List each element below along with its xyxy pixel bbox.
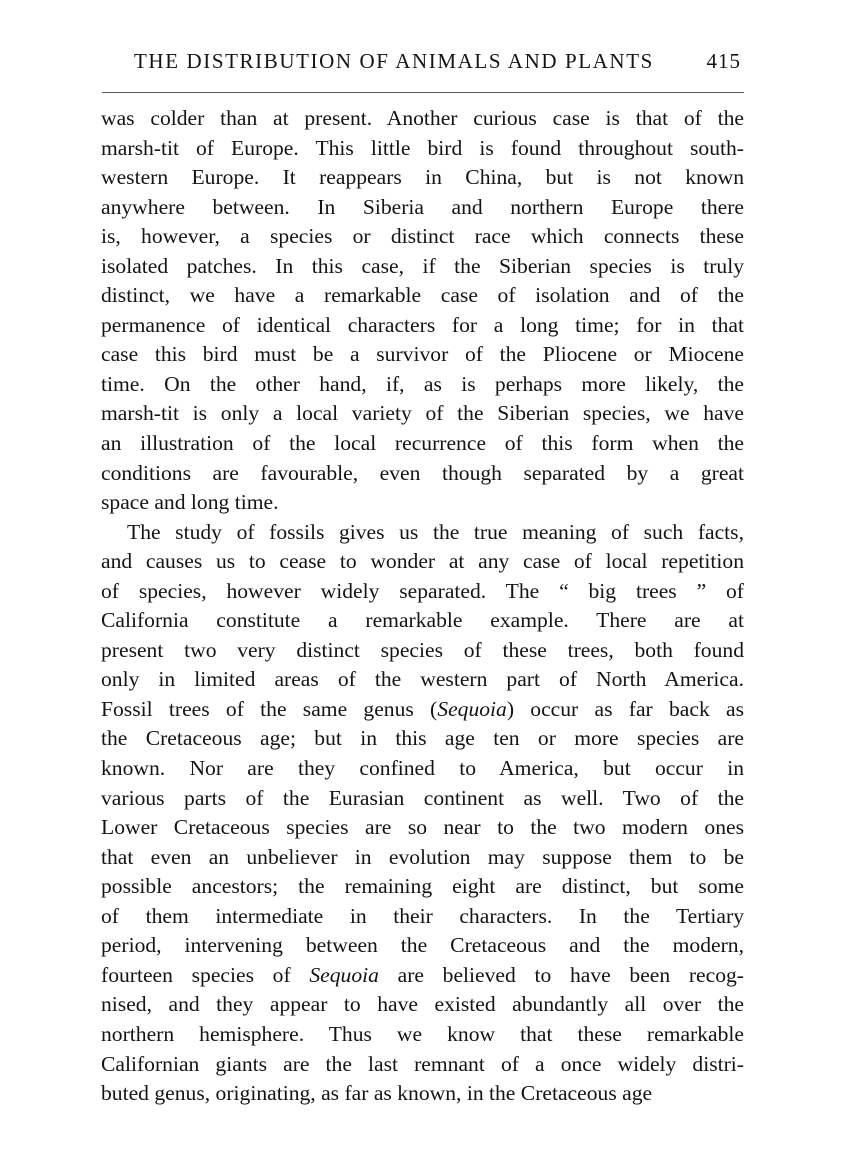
text-line: fourteen species of Sequoia are believed to have been recog- xyxy=(101,962,744,987)
text-line: only in limited areas of the western part of North America. xyxy=(101,667,744,692)
text-line: known. Nor are they confined to America, but occur in xyxy=(101,756,744,781)
header-rule xyxy=(102,92,744,93)
genus-name: Sequoia xyxy=(437,696,507,721)
text-line: northern hemisphere. Thus we know that these remarkable xyxy=(101,1021,744,1046)
text-line: California constitute a remarkable example. There are at xyxy=(101,608,744,633)
text-line: Californian giants are the last remnant of a once widely distri- xyxy=(101,1051,744,1076)
text-line: and causes us to cease to wonder at any case of local repetition xyxy=(101,549,744,574)
text-line: buted genus, originating, as far as known, in the Cretaceous age xyxy=(101,1081,653,1106)
text-line: isolated patches. In this case, if the Siberian species is truly xyxy=(101,253,744,278)
page-number: 415 xyxy=(706,49,741,73)
running-head xyxy=(100,46,745,80)
text-line: was colder than at present. Another curious case is that of the xyxy=(101,106,744,130)
running-title: THE DISTRIBUTION OF ANIMALS AND PLANTS xyxy=(134,49,654,73)
body-text xyxy=(101,104,744,1109)
text-line: western Europe. It reappears in China, but is not known xyxy=(101,165,744,190)
text-line: is, however, a species or distinct race which connects these xyxy=(101,224,744,249)
text-line: conditions are favourable, even though separated by a great xyxy=(101,460,744,485)
text-line: of species, however widely separated. The “ big trees ” of xyxy=(101,578,744,603)
text-line: of them intermediate in their characters. In the Tertiary xyxy=(101,903,744,928)
text-line: time. On the other hand, if, as is perhaps more likely, the xyxy=(101,371,744,396)
text-line: Fossil trees of the same genus (Sequoia) occur as far back as xyxy=(101,696,745,721)
text-line: an illustration of the local recurrence of this form when the xyxy=(101,431,744,456)
text-line: The study of fossils gives us the true meaning of such facts, xyxy=(127,519,744,544)
text-line: distinct, we have a remarkable case of isolation and of the xyxy=(101,283,744,308)
text-line: that even an unbeliever in evolution may suppose them to be xyxy=(101,844,744,869)
text-line: space and long time. xyxy=(101,490,279,515)
text-line: present two very distinct species of these trees, both found xyxy=(101,637,744,662)
text-line: possible ancestors; the remaining eight are distinct, but some xyxy=(101,874,744,899)
text-line: nised, and they appear to have existed abundantly all over the xyxy=(101,992,744,1017)
text-line: permanence of identical characters for a long time; for in that xyxy=(101,312,744,337)
text-line: anywhere between. In Siberia and northern Europe there xyxy=(101,194,744,219)
genus-name: Sequoia xyxy=(309,962,379,987)
text-line: period, intervening between the Cretaceous and the modern, xyxy=(101,933,744,958)
text-line: Lower Cretaceous species are so near to the two modern ones xyxy=(101,815,744,840)
text-line: case this bird must be a survivor of the Pliocene or Miocene xyxy=(101,342,744,367)
text-line: various parts of the Eurasian continent as well. Two of the xyxy=(101,785,744,810)
text-line: the Cretaceous age; but in this age ten or more species are xyxy=(101,726,744,751)
text-line: marsh-tit of Europe. This little bird is found throughout south- xyxy=(101,135,744,160)
text-line: marsh-tit is only a local variety of the Siberian species, we have xyxy=(101,401,744,426)
